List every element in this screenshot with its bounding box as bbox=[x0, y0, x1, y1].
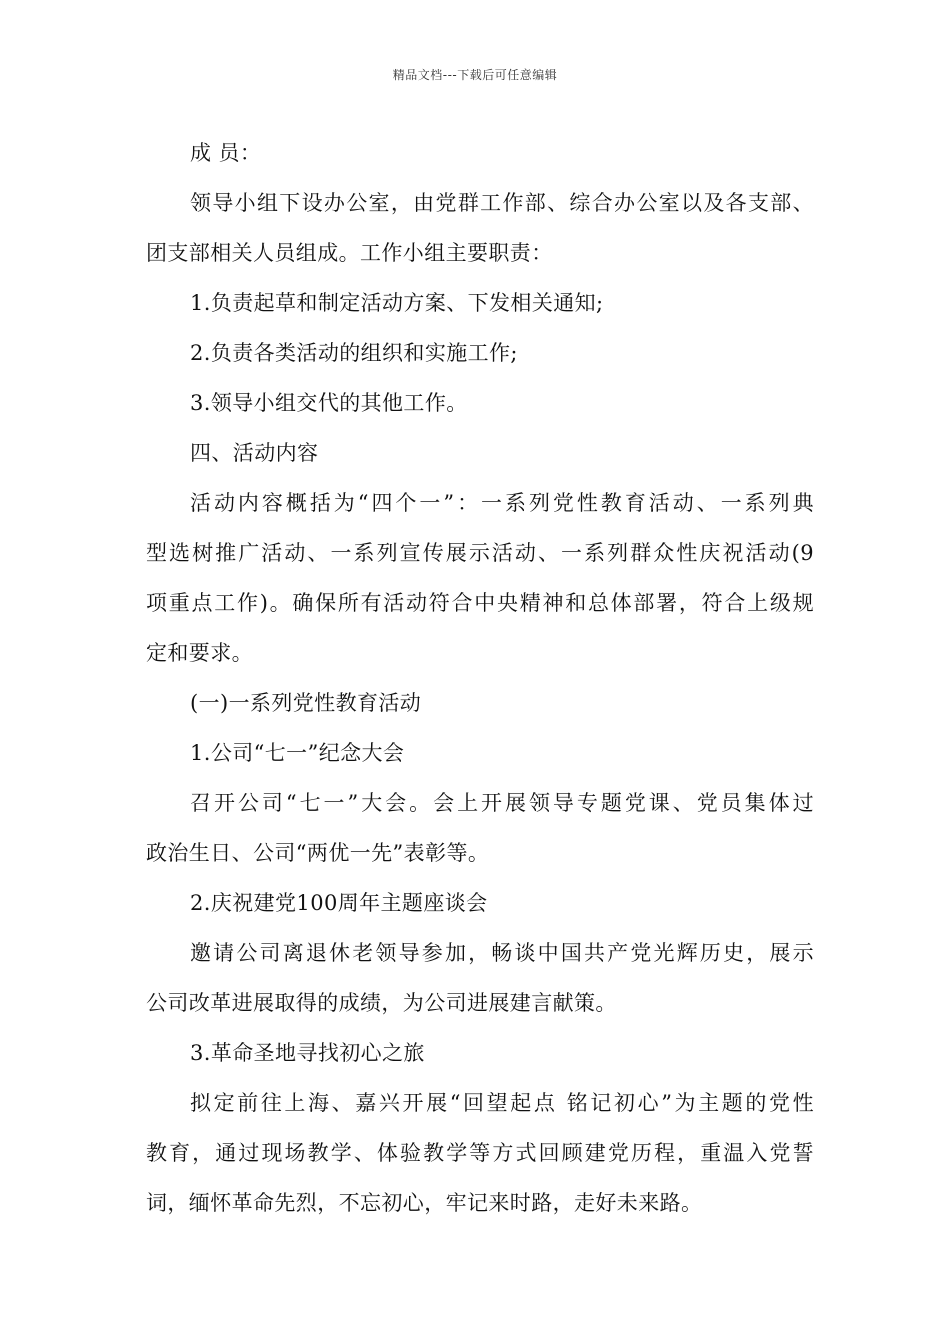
text-line: 1.公司“七一”纪念大会 bbox=[190, 741, 405, 765]
text-line: 四、活动内容 bbox=[190, 441, 319, 465]
text-line: 召开公司“七一”大会。会上开展领导专题党课、党员集体过 bbox=[190, 791, 814, 815]
text-line: 型选树推广活动、一系列宣传展示活动、一系列群众性庆祝活动(9 bbox=[146, 541, 814, 565]
text-line: 项重点工作)。确保所有活动符合中央精神和总体部署，符合上级规 bbox=[146, 591, 814, 615]
page-header: 精品文档---下载后可任意编辑 bbox=[392, 68, 558, 82]
text-line: 3.领导小组交代的其他工作。 bbox=[190, 391, 468, 415]
text-line: 教育，通过现场教学、体验教学等方式回顾建党历程，重温入党誓 bbox=[146, 1141, 814, 1165]
text-line: 邀请公司离退休老领导参加，畅谈中国共产党光辉历史，展示 bbox=[190, 941, 814, 965]
text-line: 定和要求。 bbox=[146, 641, 253, 665]
text-line: 词，缅怀革命先烈，不忘初心，牢记来时路，走好未来路。 bbox=[146, 1191, 703, 1215]
text-line: 拟定前往上海、嘉兴开展“回望起点 铭记初心”为主题的党性 bbox=[190, 1091, 814, 1115]
text-line: 公司改革进展取得的成绩，为公司进展建言献策。 bbox=[146, 991, 617, 1015]
text-line: 政治生日、公司“两优一先”表彰等。 bbox=[146, 841, 490, 865]
text-line: 2.庆祝建党100周年主题座谈会 bbox=[190, 891, 488, 915]
text-line: 1.负责起草和制定活动方案、下发相关通知; bbox=[190, 291, 604, 315]
text-line: 成 员： bbox=[190, 141, 262, 165]
document-body bbox=[146, 128, 814, 1228]
text-line: 团支部相关人员组成。工作小组主要职责： bbox=[146, 241, 553, 265]
text-line: 3.革命圣地寻找初心之旅 bbox=[190, 1041, 425, 1065]
text-line: 领导小组下设办公室，由党群工作部、综合办公室以及各支部、 bbox=[190, 191, 814, 215]
text-line: (一)一系列党性教育活动 bbox=[190, 691, 422, 715]
text-line: 2.负责各类活动的组织和实施工作; bbox=[190, 341, 518, 365]
text-line: 活动内容概括为“四个一”：一系列党性教育活动、一系列典 bbox=[190, 491, 814, 515]
